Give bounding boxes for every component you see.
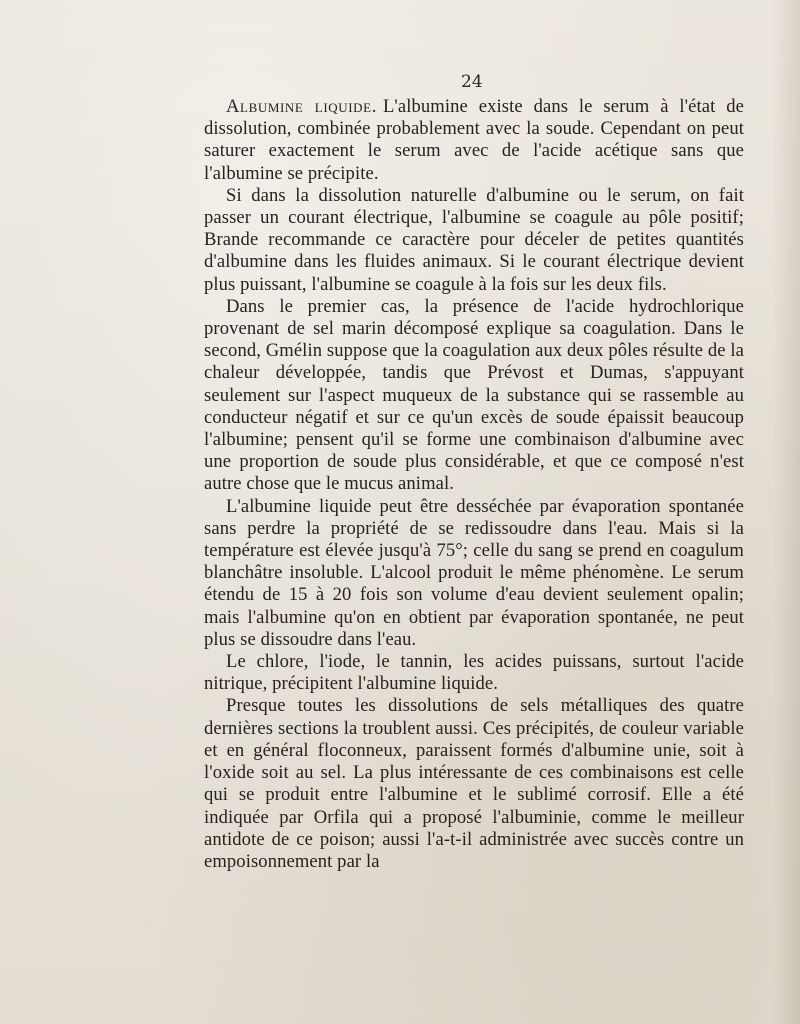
page-edge-shadow [772,0,800,1024]
paragraph-4: L'albumine liquide peut être desséchée par évaporation spontanée sans perdre la propriété de se redissoudre dans l'eau. Mais si la température est élevée jusqu'à 75°; celle du sang se prend en coagulum blanchâtre insoluble. L'alcool produit le même phénomène. Le serum étendu de 15 à 20 fois son volume d'eau devient seulement opalin; mais l'albumine qu'on en obtient par évaporation spontanée, ne peut plus se dissoudre dans l'eau. [204,495,744,650]
body-text [204,96,744,873]
section-heading: Albumine liquide. [226,96,377,117]
paragraph-2: Si dans la dissolution naturelle d'albumine ou le serum, on fait passer un courant électrique, l'albumine se coagule au pôle positif; Brande recommande ce caractère pour déceler de petites quantités d'albumine dans les fluides animaux. Si le courant électrique devient plus puissant, l'albumine se coagule à la fois sur les deux fils. [204,184,744,295]
paragraph-6: Presque toutes les dissolutions de sels métalliques des quatre dernières sections la troublent aussi. Ces précipités, de couleur variable et en général floconneux, paraissent formés d'albumine unie, soit à l'oxide soit au sel. La plus intéressante de ces combinaisons est celle qui se produit entre l'albumine et le sublimé corrosif. Elle a été indiquée par Orfila qui a proposé l'albuminie, comme le meilleur antidote de ce poison; aussi l'a-t-il administrée avec succès contre un empoisonnement par la [204,695,744,872]
paragraph-5: Le chlore, l'iode, le tannin, les acides puissans, surtout l'acide nitrique, précipitent l'albumine liquide. [204,651,744,695]
paragraph-1 [204,96,744,185]
page-number: 24 [461,72,483,92]
paragraph-text: L'albumine existe dans le serum à l'état de dissolution, combinée probablement avec la soude. Cependant on peut saturer exactement le serum avec de l'acide acétique sans que l'albumine se précipite. [204,96,744,184]
paragraph-3: Dans le premier cas, la présence de l'acide hydrochlorique provenant de sel marin décomposé explique sa coagulation. Dans le second, Gmélin suppose que la coagulation aux deux pôles résulte de la chaleur développée, tandis que Prévost et Dumas, s'appuyant seulement sur l'aspect muqueux de la substance qui se rassemble au conducteur négatif et sur ce qu'un excès de soude épaissit beaucoup l'albumine; pensent qu'il se forme une combinaison d'albumine avec une proportion de soude plus considérable, et que ce composé n'est autre chose que le mucus animal. [204,295,744,495]
